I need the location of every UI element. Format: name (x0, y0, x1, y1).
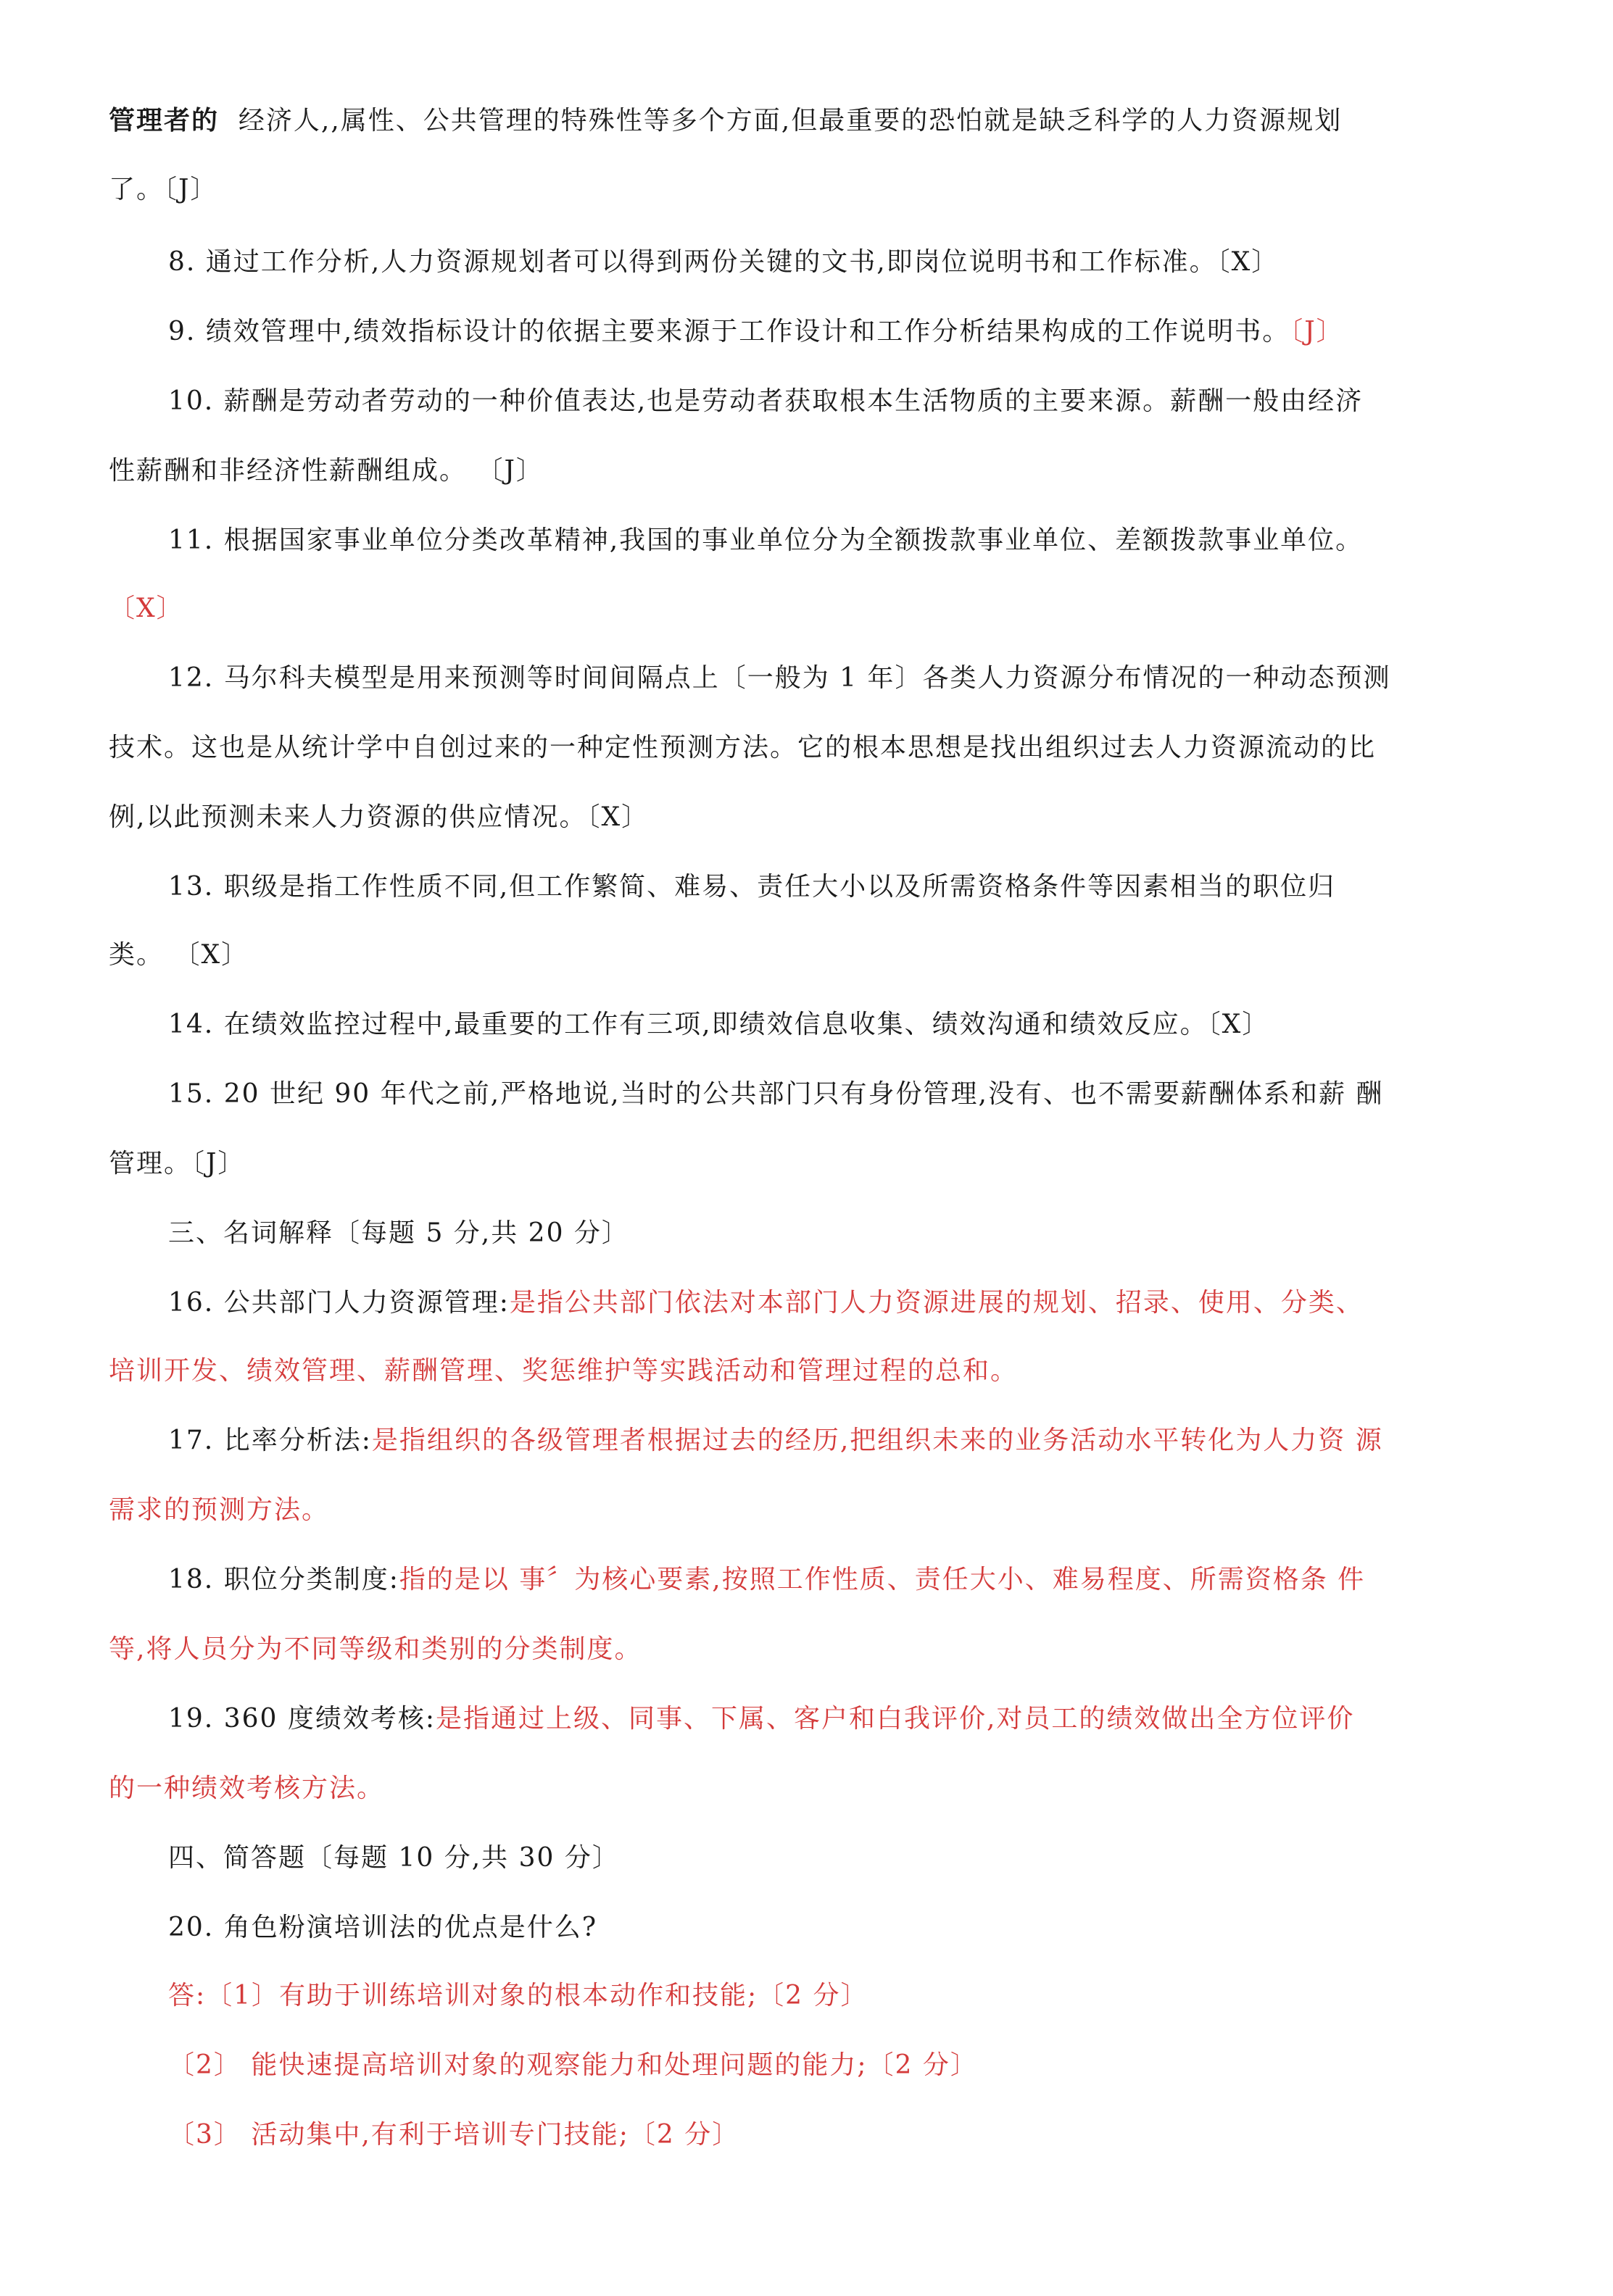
question-12-line1 (168, 661, 1391, 696)
question-15-line1 (168, 1077, 1383, 1112)
question-9 (168, 315, 1344, 349)
answer-text: 〔2〕 能快速提高培训对象的观察能力和处理问题的能力;〔2 分〕 (168, 2050, 978, 2080)
question-16-line2 (109, 1354, 1018, 1389)
question-17-line2 (109, 1493, 329, 1528)
section-heading: 三、名词解释〔每题 5 分,共 20 分〕 (168, 1218, 629, 1248)
question-18-line2 (109, 1632, 642, 1667)
question-20-answer-3 (168, 2118, 739, 2152)
question-12-line3 (109, 800, 649, 835)
definition: 培训开发、绩效管理、薪酬管理、奖惩维护等实践活动和管理过程的总和。 (109, 1356, 1019, 1386)
line-text: 管理。〔J〕 (109, 1149, 246, 1178)
question-20 (168, 1910, 597, 1945)
answer-text: 〔3〕 活动集中,有利于培训专门技能;〔2 分〕 (168, 2120, 740, 2150)
question-text: 20. 角色粉演培训法的优点是什么? (168, 1913, 597, 1942)
question-11-line1 (168, 523, 1363, 558)
line-text: 10. 薪酬是劳动者劳动的一种价值表达,也是劳动者获取根本生活物质的主要来源。薪酬一般由经济 (168, 386, 1364, 416)
question-20-answer-1 (168, 1979, 868, 2013)
definition: 需求的预测方法。 (109, 1495, 330, 1525)
section-heading: 四、简答题〔每题 10 分,共 30 分〕 (168, 1843, 620, 1873)
line-text: 13. 职级是指工作性质不同,但工作繁简、难易、责任大小以及所需资格条件等因素相当的职位归 (168, 872, 1336, 902)
line-text: 11. 根据国家事业单位分类改革精神,我国的事业单位分为全额拨款事业单位、差额拨款事业单位。 (168, 525, 1364, 555)
question-18-line1 (168, 1563, 1365, 1597)
line-text: 了。〔J〕 (109, 175, 218, 204)
line-text: 15. 20 世纪 90 年代之前,严格地说,当时的公共部门只有身份管理,没有、也不需要薪酬体系和薪 酬 (168, 1079, 1384, 1109)
line-text: 14. 在绩效监控过程中,最重要的工作有三项,即绩效信息收集、绩效沟通和绩效反应。〔X〕 (168, 1010, 1270, 1039)
line-text: 经济人,,属性、公共管理的特殊性等多个方面,但最重要的恐怕就是缺乏科学的人力资源规划 (238, 106, 1343, 136)
section-4-title (168, 1841, 620, 1876)
answer-mark: 〔J〕 (1290, 317, 1344, 346)
question-13-line2 (109, 938, 249, 973)
term: 16. 公共部门人力资源管理: (168, 1288, 510, 1318)
prev-question-line1 (109, 103, 1342, 138)
question-11-mark (109, 591, 184, 626)
line-text: 技术。这也是从统计学中自创过来的一种定性预测方法。它的根本思想是找出组织过去人力资源流动的比 (109, 733, 1377, 762)
definition: 是指组织的各级管理者根据过去的经历,把组织未来的业务活动水平转化为人力资 源 (371, 1426, 1383, 1455)
answer-text: 答:〔1〕有助于训练培训对象的根本动作和技能;〔2 分〕 (168, 1981, 868, 2010)
question-17-line1 (168, 1423, 1383, 1458)
definition: 的一种绩效考核方法。 (109, 1773, 385, 1803)
line-text: 性薪酬和非经济性薪酬组成。 〔J〕 (109, 456, 544, 486)
question-10-line1 (168, 384, 1363, 419)
question-19-line1 (168, 1702, 1354, 1736)
question-10-line2 (109, 454, 544, 488)
prev-question-line2 (109, 172, 217, 207)
question-13-line1 (168, 870, 1335, 904)
definition: 等,将人员分为不同等级和类别的分类制度。 (109, 1634, 642, 1664)
line-text: 8. 通过工作分析,人力资源规划者可以得到两份关键的文书,即岗位说明书和工作标准。〔X〕 (168, 247, 1280, 277)
term: 17. 比率分析法: (168, 1426, 372, 1455)
term: 19. 360 度绩效考核: (168, 1704, 436, 1734)
question-20-answer-2 (168, 2048, 978, 2083)
definition: 是指公共部门依法对本部门人力资源进展的规划、招录、使用、分类、 (509, 1288, 1364, 1318)
question-12-line2 (109, 731, 1376, 765)
term: 18. 职位分类制度: (168, 1565, 399, 1594)
question-14 (168, 1007, 1269, 1042)
definition: 是指通过上级、同事、下属、客户和白我评价,对员工的绩效做出全方位评价 (435, 1704, 1355, 1734)
line-text: 例,以此预测未来人力资源的供应情况。〔X〕 (109, 802, 650, 832)
question-8 (168, 245, 1279, 280)
line-text: 12. 马尔科夫模型是用来预测等时间间隔点上〔一般为 1 年〕各类人力资源分布情况的一种动态预测 (168, 663, 1391, 693)
question-19-line2 (109, 1771, 384, 1806)
question-15-line2 (109, 1147, 245, 1181)
definition: 指的是以 事〞为核心要素,按照工作性质、责任大小、难易程度、所需资格条 件 (399, 1565, 1366, 1594)
line-text: 类。 〔X〕 (109, 940, 249, 970)
question-16-line1 (168, 1286, 1364, 1320)
answer-mark: 〔X〕 (109, 594, 184, 623)
bold-lead: 管理者的 (109, 105, 220, 136)
line-text: 9. 绩效管理中,绩效指标设计的依据主要来源于工作设计和工作分析结果构成的工作说明书。 (168, 317, 1290, 346)
section-3-title (168, 1216, 629, 1251)
